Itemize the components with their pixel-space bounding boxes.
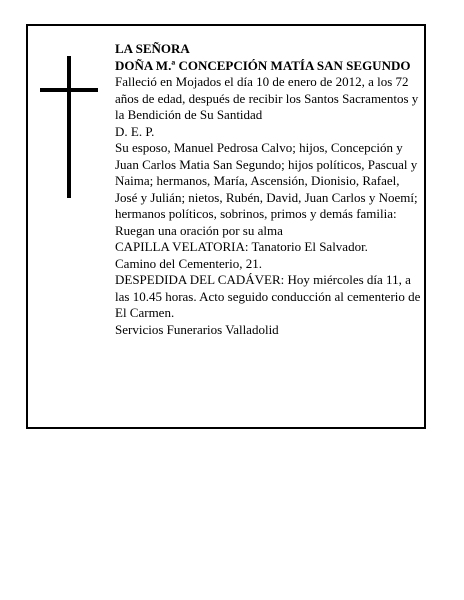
latin-cross-icon	[40, 56, 98, 198]
prayer-request: Ruegan una oración por su alma	[115, 222, 283, 238]
wake-address: Camino del Cementerio, 21.	[115, 255, 262, 271]
cross-vertical-bar	[67, 56, 71, 198]
farewell-details: DESPEDIDA DEL CADÁVER: Hoy miércoles día 11, a las 10.45 horas. Acto seguido conducción al cementerio de El Carmen.	[115, 272, 421, 320]
cross-horizontal-bar	[40, 88, 98, 92]
notice-text-block	[115, 41, 425, 338]
wake-location: CAPILLA VELATORIA: Tanatorio El Salvador.	[115, 239, 368, 254]
family-members: Su esposo, Manuel Pedrosa Calvo; hijos, Concepción y Juan Carlos Matia San Segundo; hijos políticos, Pascual y Naima; hermanos, María, Ascensión, Dionisio, Rafael, José y Julián; nietos, Rubén, David, Juan Carlos y Noemí; hermanos políticos, sobrinos, primos y demás familia:	[115, 140, 418, 221]
rest-in-peace: D. E. P.	[115, 123, 155, 139]
deceased-name: DOÑA M.ª CONCEPCIÓN MATÍA SAN SEGUNDO	[115, 57, 411, 73]
death-statement: Falleció en Mojados el día 10 de enero de 2012, a los 72 años de edad, después de recibir los Santos Sacramentos y la Bendición de Su Santidad	[115, 74, 419, 122]
heading-title: LA SEÑORA	[115, 41, 190, 56]
obituary-notice	[26, 24, 426, 429]
funeral-services: Servicios Funerarios Valladolid	[115, 321, 279, 337]
